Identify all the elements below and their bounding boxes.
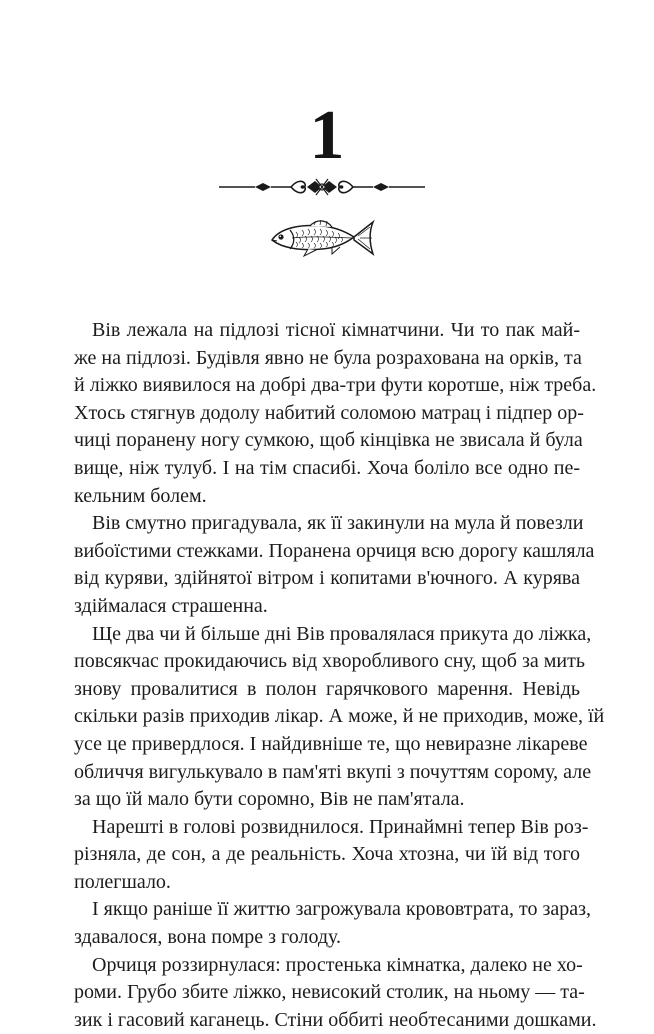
paragraph <box>74 952 597 1034</box>
fish-illustration-icon <box>270 218 376 258</box>
text-line: вибоїстими стежками. Поранена орчиця всю дорогу кашляла <box>74 539 595 562</box>
text-line: Вів смутно пригадувала, як її закинули на мула й повезли <box>92 512 584 535</box>
text-line: же на підлозі. Будівля явно не була розрахована на орків, та <box>74 346 582 369</box>
text-line: Орчиця роззирнулася: простенька кімнатка, далеко не хо- <box>92 953 583 976</box>
text-line: знову провалитися в полон гарячкового марення. Невідь <box>74 677 580 700</box>
text-line: здавалося, вона помре з голоду. <box>74 926 342 949</box>
text-line: усе це привердлося. І найдивніше те, що невиразне лікареве <box>74 732 588 755</box>
text-line: чиці поранену ногу сумкою, щоб кінцівка не звисала й була <box>74 429 583 452</box>
text-line: полегшало. <box>74 870 171 893</box>
text-line: Ще два чи й більше дні Вів провалялася прикута до ліжка, <box>92 622 592 645</box>
text-line: вище, ніж тулуб. І на тім спасибі. Хоча боліло все одно пе- <box>74 456 580 479</box>
paragraph <box>74 510 595 620</box>
text-line: від куряви, здійнятої вітром і копитами в'ючного. А курява <box>74 567 580 590</box>
paragraph <box>74 317 597 510</box>
text-line: обличчя вигулькувало в пам'яті вкупі з почуттям сорому, але <box>74 760 592 783</box>
text-line: кельним болем. <box>74 484 207 507</box>
paragraph <box>74 621 605 814</box>
text-line: роми. Грубо збите ліжко, невисокий столик, на ньому — та- <box>74 981 585 1004</box>
text-line: за що їй мало бути соромно, Вів не пам'ятала. <box>74 788 465 811</box>
text-line: різняла, де сон, а де реальність. Хоча хтозна, чи їй від того <box>74 843 580 866</box>
chapter-number: 1 <box>309 97 345 174</box>
text-line: зик і гасовий каганець. Стіни оббиті необтесаними дошками. <box>74 1008 597 1031</box>
text-line: Вів лежала на підлозі тісної кімнатчини. Чи то пак май- <box>92 319 580 341</box>
flourish-divider-icon <box>217 176 427 198</box>
text-line: І якщо раніше її життю загрожувала крововтрата, то зараз, <box>92 898 592 921</box>
paragraph <box>74 814 589 897</box>
text-line: повсякчас прокидаючись від хворобливого сну, щоб за мить <box>74 650 585 673</box>
chapter-text <box>74 317 605 1034</box>
text-line: скільки разів приходив лікар. А може, й не приходив, може, їй <box>74 705 605 728</box>
text-line: Хтось стягнув додолу набитий соломою матрац і підпер ор- <box>74 401 584 424</box>
text-line: й ліжко виявилося на добрі два-три фути коротше, ніж треба. <box>74 374 597 397</box>
paragraph <box>74 896 592 951</box>
text-line: Нарешті в голові розвиднилося. Принаймні тепер Вів роз- <box>92 815 589 838</box>
text-line: здіймалася страшенна. <box>74 594 268 617</box>
